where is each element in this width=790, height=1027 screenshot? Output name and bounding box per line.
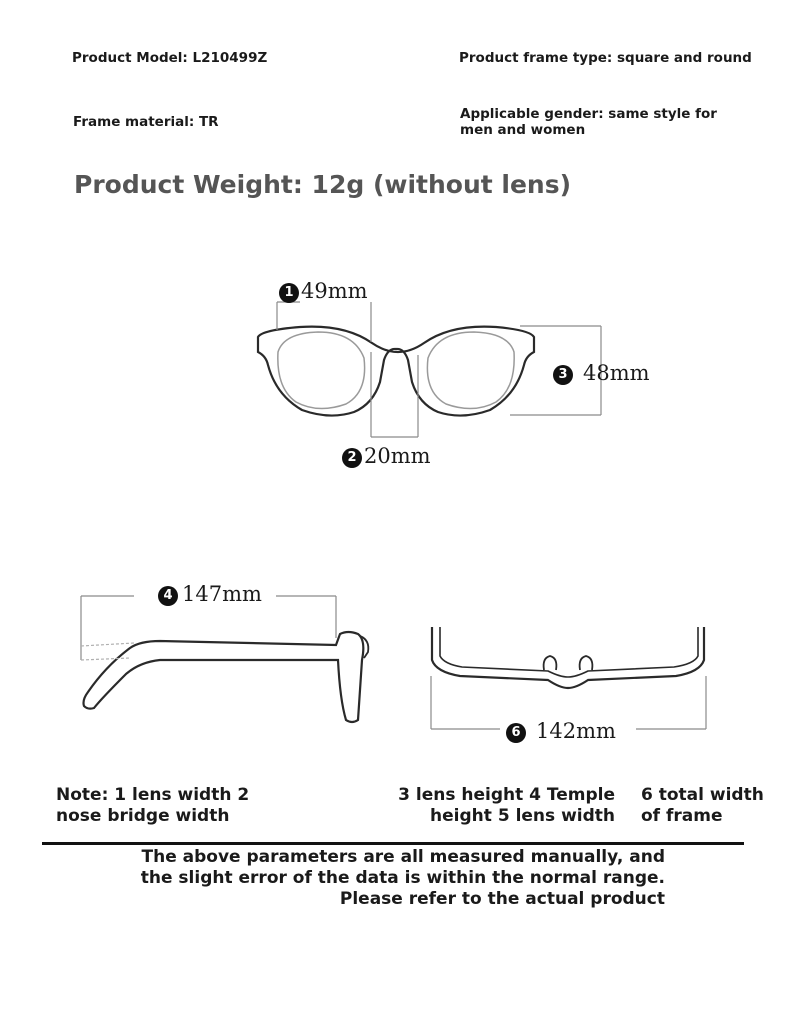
marker-4: 4 — [158, 586, 178, 606]
dimension-total-width: 6 142mm — [506, 719, 616, 743]
product-model: Product Model: L210499Z — [72, 50, 268, 66]
disclaimer: The above parameters are all measured manually, and the slight error of the data is within the normal range. Please refer to the actual product — [140, 847, 665, 909]
divider — [42, 842, 744, 845]
frame-material: Frame material: TR — [73, 114, 219, 130]
top-view-frame — [432, 627, 704, 688]
frame-type: Product frame type: square and round — [459, 50, 752, 66]
note-right: 6 total width of frame — [641, 785, 764, 826]
note-middle: 3 lens height 4 Temple height 5 lens width — [398, 785, 615, 826]
marker-1: 1 — [279, 283, 299, 303]
dimension-lens-width: 1 49mm — [279, 279, 368, 303]
note-left: Note: 1 lens width 2 nose bridge width — [56, 785, 250, 826]
side-view-temple — [84, 632, 369, 722]
marker-2: 2 — [342, 448, 362, 468]
product-weight: Product Weight: 12g (without lens) — [74, 170, 572, 199]
marker-3: 3 — [553, 365, 573, 385]
marker-6: 6 — [506, 723, 526, 743]
dimension-bridge-width: 2 20mm — [342, 444, 431, 468]
dimension-lens-height: 3 48mm — [553, 361, 650, 385]
dimension-temple-length: 4 147mm — [158, 582, 262, 606]
applicable-gender: Applicable gender: same style for men and women — [460, 106, 717, 138]
front-view-glasses — [258, 327, 534, 416]
